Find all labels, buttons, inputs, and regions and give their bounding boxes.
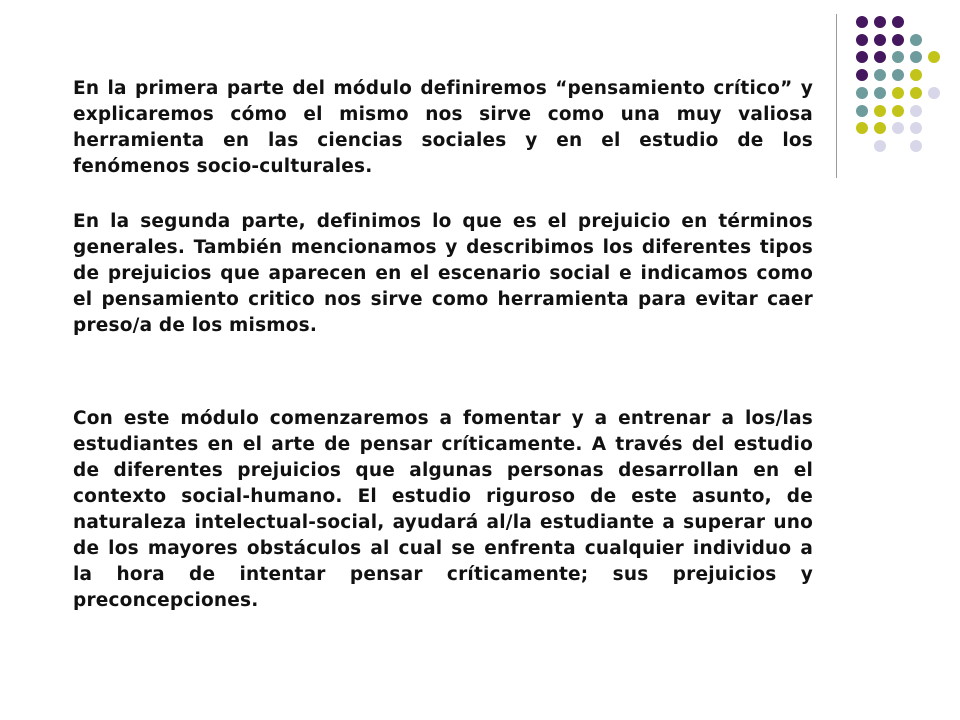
dot	[910, 34, 922, 46]
dot	[874, 69, 886, 81]
dot	[892, 122, 904, 134]
dot	[874, 140, 886, 152]
dot	[892, 69, 904, 81]
dot	[892, 105, 904, 117]
paragraph-intro: En la primera parte del módulo definiremos “pensamiento crítico” y explicaremos cómo el mismo nos sirve como una muy valiosa herramienta en las ciencias sociales y en el estudio de los fenómenos socio-culturales.	[73, 78, 813, 177]
dot	[910, 87, 922, 99]
dot	[892, 34, 904, 46]
dot	[910, 105, 922, 117]
dot	[874, 51, 886, 63]
dot	[856, 87, 868, 99]
dot	[928, 51, 940, 63]
dot	[856, 34, 868, 46]
dot	[910, 140, 922, 152]
dot	[892, 87, 904, 99]
dot	[856, 105, 868, 117]
dot	[874, 87, 886, 99]
dot	[856, 69, 868, 81]
dot	[874, 16, 886, 28]
dot	[874, 34, 886, 46]
dot	[874, 122, 886, 134]
dot	[892, 51, 904, 63]
dot	[910, 69, 922, 81]
vertical-divider	[836, 14, 837, 178]
dot	[910, 122, 922, 134]
dot	[856, 16, 868, 28]
dot	[856, 122, 868, 134]
dot	[856, 51, 868, 63]
paragraph-second-part: En la segunda parte, definimos lo que es el prejuicio en términos generales. También mencionamos y describimos los diferentes tipos de prejuicios que aparecen en el escenario social e indicamos como el pensamiento critico nos sirve como herramienta para evitar caer preso/a de los mismos.	[73, 211, 813, 336]
dot	[910, 51, 922, 63]
paragraph-module-goal: Con este módulo comenzaremos a fomentar y a entrenar a los/las estudiantes en el arte de pensar críticamente. A través del estudio de diferentes prejuicios que algunas personas desarrollan en el contexto social-humano. El estudio riguroso de este asunto, de naturaleza intelectual-social, ayudará al/la estudiante a superar uno de los mayores obstáculos al cual se enfrenta cualquier individuo a la hora de intentar pensar críticamente; sus prejuicios y preconcepciones.	[73, 408, 813, 611]
dot	[892, 16, 904, 28]
dot	[874, 105, 886, 117]
dot	[928, 87, 940, 99]
